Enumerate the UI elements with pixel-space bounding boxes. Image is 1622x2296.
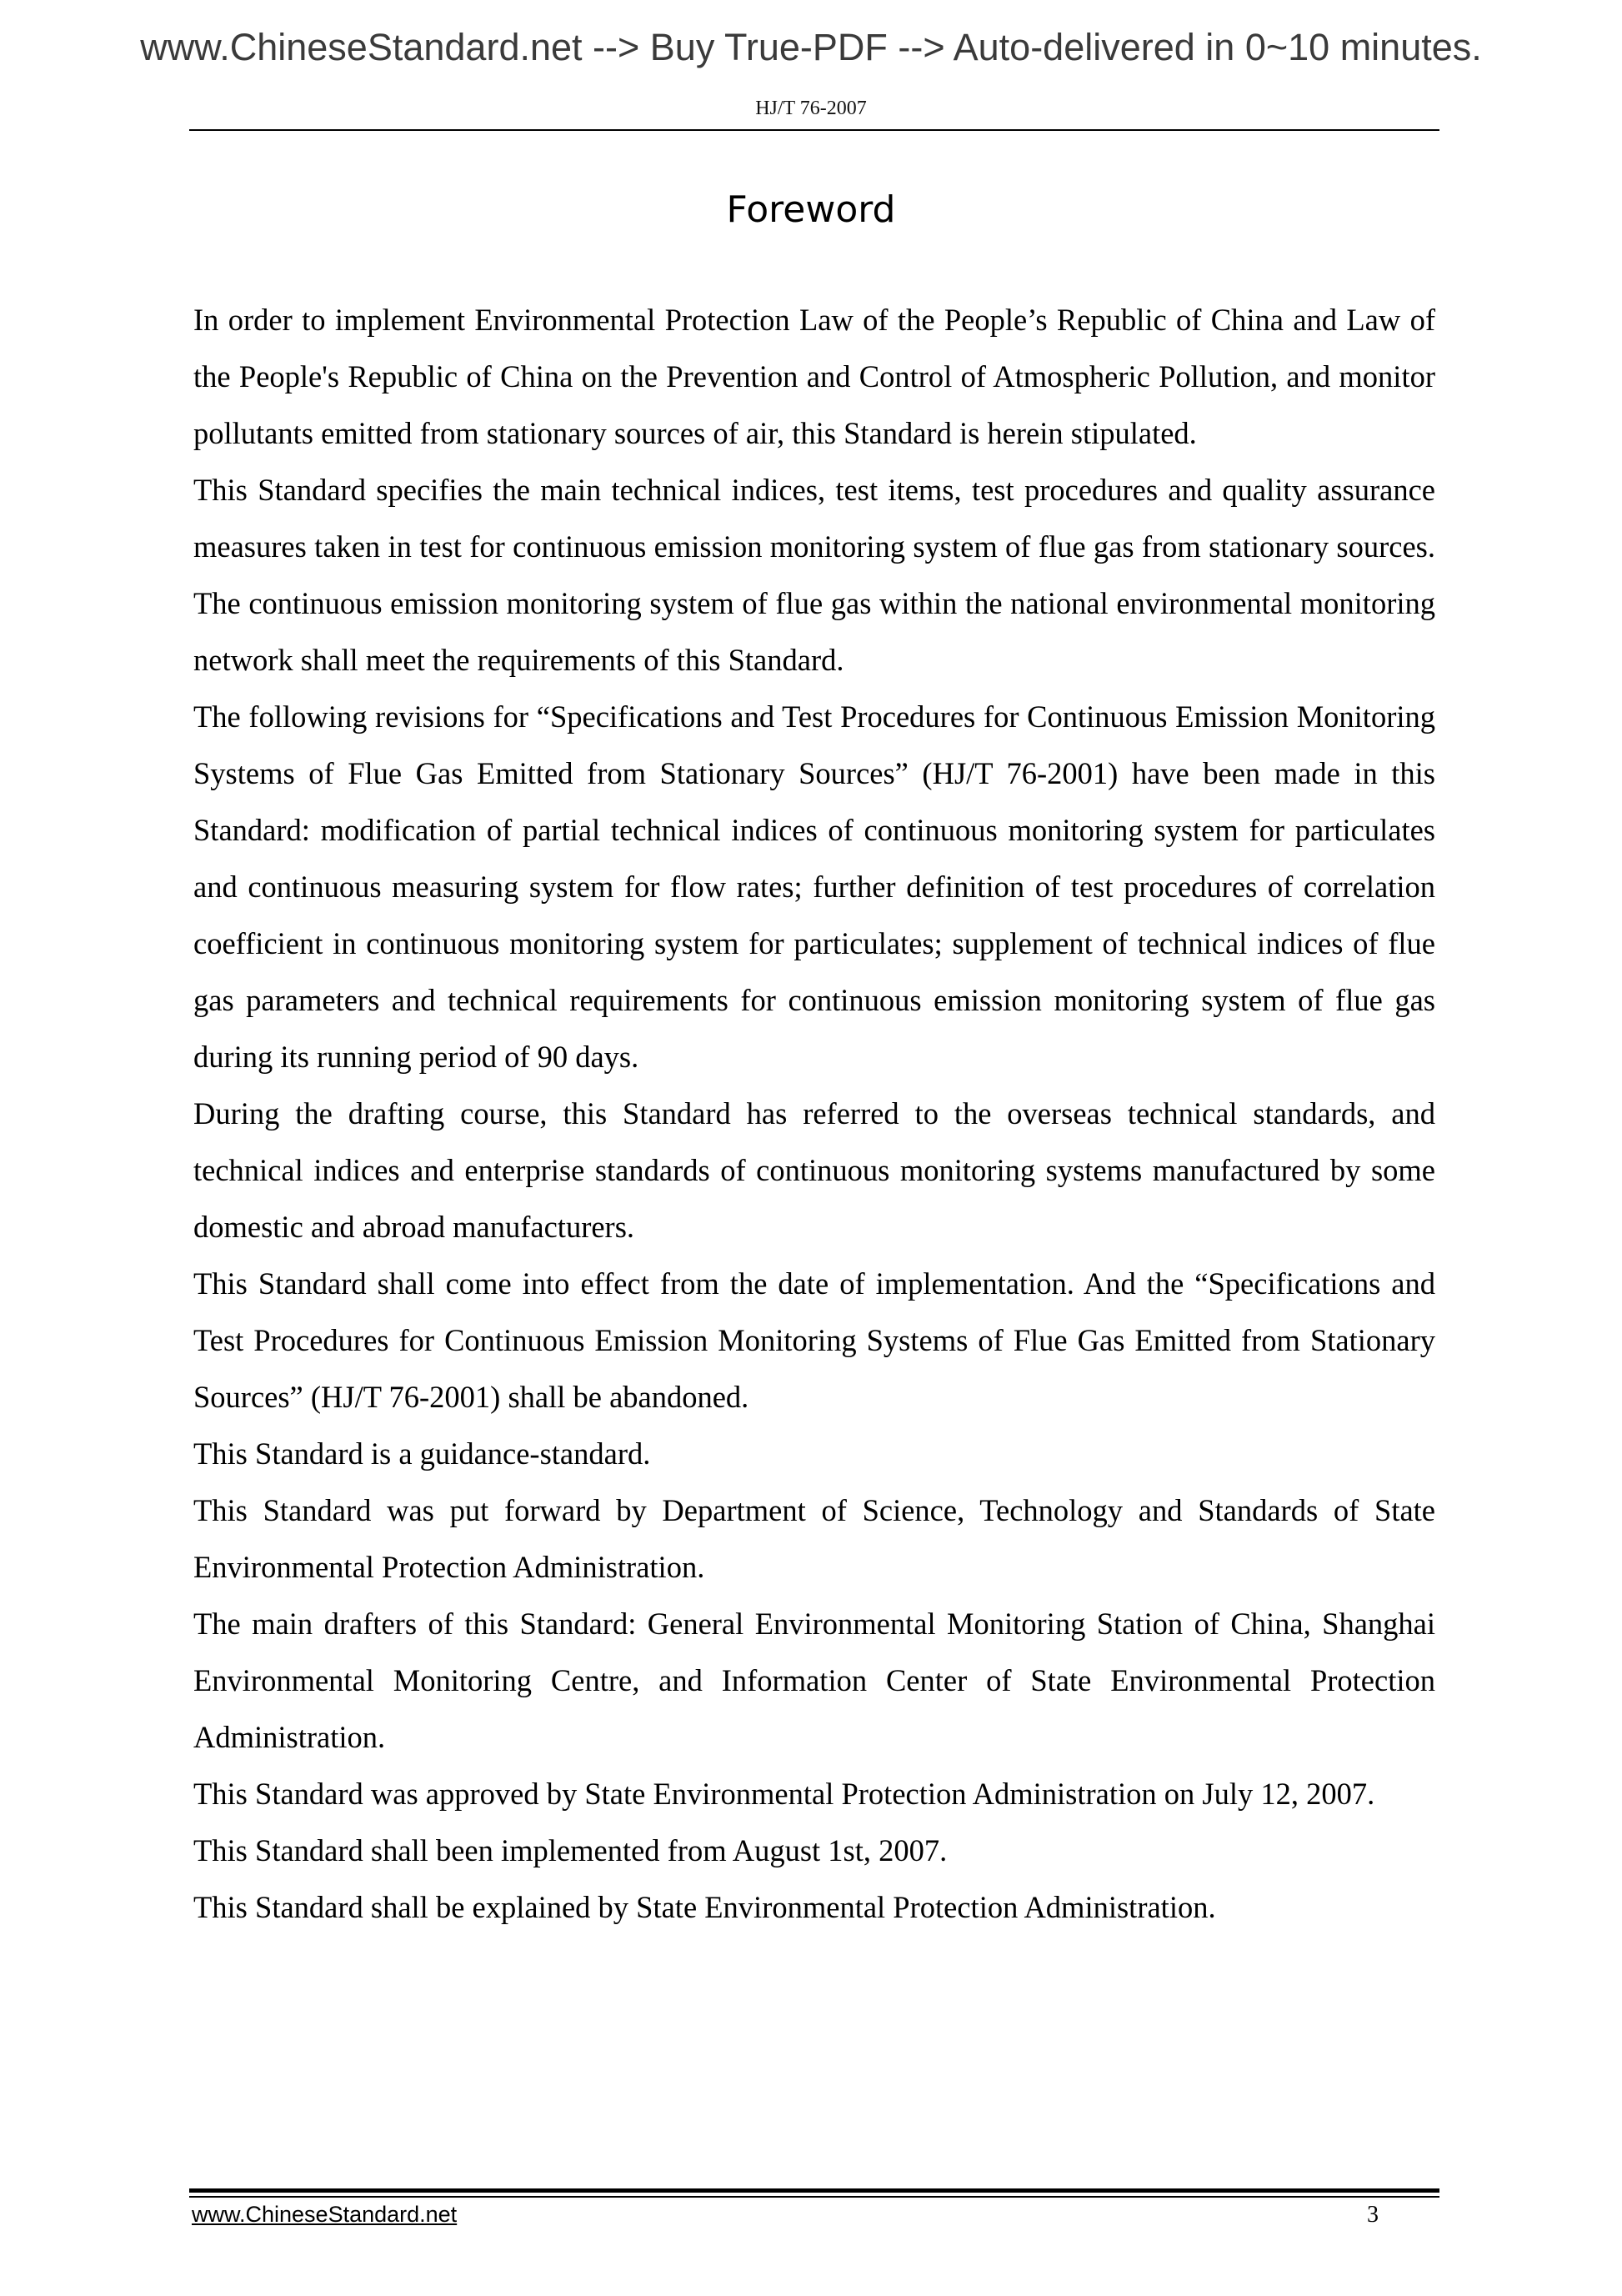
paragraph-implementation: This Standard shall been implemented from August 1st, 2007. [193,1833,948,1867]
standard-code: HJ/T 76-2007 [755,98,867,119]
paragraph-scope: This Standard specifies the main technical indices, test items, test procedures and quality assurance measures taken in test for continuous emission monitoring system of flue gas from stationary sources. The continuous emission monitoring system of flue gas within the national environmental monitoring network shall meet the requirements of this Standard. [193,473,1435,677]
footer-divider-thick [189,2188,1439,2193]
paragraph-revisions: The following revisions for “Specifications and Test Procedures for Continuous Emission Monitoring Systems of Flue Gas Emitted from Stationary Sources” (HJ/T 76-2001) have been made in this Standard: modification of partial technical indices of continuous monitoring system for particulates and continuous measuring system for flow rates; further definition of test procedures of correlation coefficient in continuous monitoring system for particulates; supplement of technical indices of flue gas parameters and technical requirements for continuous emission monitoring system of flue gas during its running period of 90 days. [193,699,1435,1074]
header-divider [189,129,1439,131]
promo-banner: www.ChineseStandard.net --> Buy True-PDF --> Auto-delivered in 0~10 minutes. [140,26,1482,68]
page-number: 3 [1367,2202,1379,2228]
footer-website-link[interactable]: www.ChineseStandard.net [192,2202,458,2227]
page-title: Foreword [726,188,896,231]
paragraph-approval: This Standard was approved by State Environmental Protection Administration on July 12, 2007. [193,1777,1375,1811]
paragraph-effect: This Standard shall come into effect from the date of implementation. And the “Specifications and Test Procedures for Continuous Emission Monitoring Systems of Flue Gas Emitted from Stationary Sources” (HJ/T 76-2001) shall be abandoned. [193,1266,1435,1414]
paragraph-explanation: This Standard shall be explained by State Environmental Protection Administration. [193,1890,1216,1924]
footer-divider-thin [189,2196,1439,2198]
paragraph-put-forward: This Standard was put forward by Department of Science, Technology and Standards of State Environmental Protection Administration. [193,1493,1435,1584]
paragraph-guidance: This Standard is a guidance-standard. [193,1436,651,1471]
paragraph-drafters: The main drafters of this Standard: General Environmental Monitoring Station of China, Shanghai Environmental Monitoring Centre, and Information Center of State Environmental Protection Administration. [193,1607,1435,1754]
foreword-body [193,292,1435,1936]
paragraph-drafting-references: During the drafting course, this Standard has referred to the overseas technical standards, and technical indices and enterprise standards of continuous monitoring systems manufactured by some domestic and abroad manufacturers. [193,1096,1435,1244]
paragraph-purpose: In order to implement Environmental Protection Law of the People’s Republic of China and Law of the People's Republic of China on the Prevention and Control of Atmospheric Pollution, and monitor pollutants emitted from stationary sources of air, this Standard is herein stipulated. [193,303,1435,450]
